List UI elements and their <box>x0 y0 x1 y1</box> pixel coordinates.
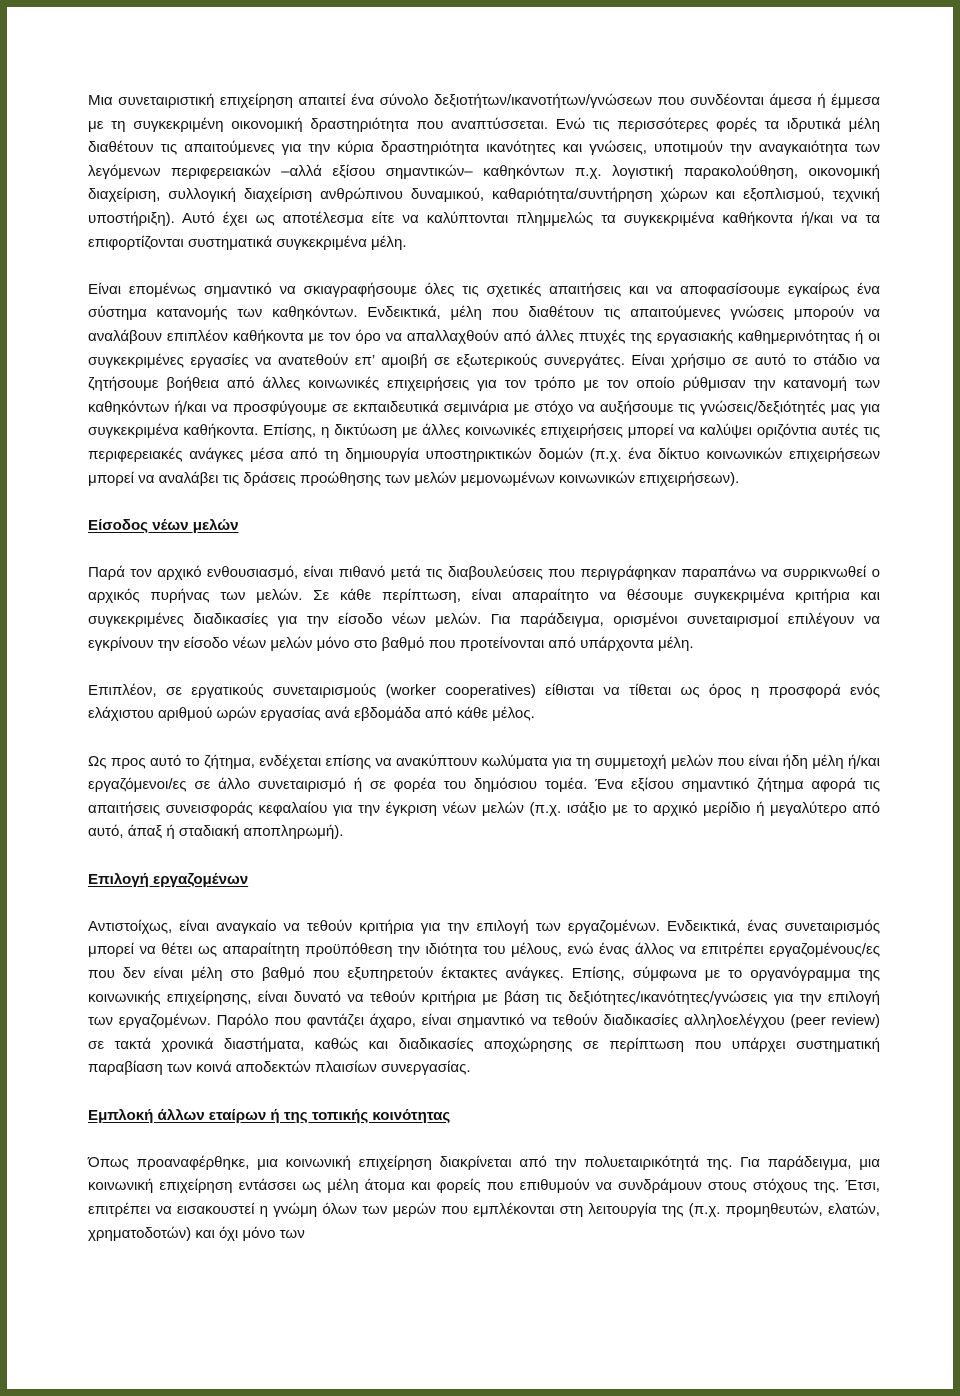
document-body <box>88 89 880 1269</box>
paragraph-employee-criteria: Αντιστοίχως, είναι αναγκαίο να τεθούν κριτήρια για την επιλογή των εργαζομένων. Ενδεικτικά, ένας συνεταιρισμός μπορεί να θέτει ως απαραίτητη προϋπόθεση την ιδιότητα του μέλους, ενώ ένας άλλος να επιτρέπει εργαζομένους/ες που δεν είναι μέλη στο βαθμό που εξυπηρετούν έκτακτες ανάγκες. Επίσης, σύμφωνα με το οργανόγραμμα της κοινωνικής επιχείρησης, είναι δυνατό να τεθούν κριτήρια με βάση τις δεξιότητες/ικανότητες/γνώσεις για την επιλογή των εργαζομένων. Παρόλο που φαντάζει άχαρο, είναι σημαντικό να τεθούν διαδικασίες αλληλοελέγχου (peer review) σε τακτά χρονικά διαστήματα, καθώς και διαδικασίες αποχώρησης σε περίπτωση που υπάρχει συστηματική παραβίαση των κοινά αποδεκτών πλαισίων συνεργασίας. <box>88 917 880 1077</box>
paragraph-membership-obstacles: Ως προς αυτό το ζήτημα, ενδέχεται επίσης να ανακύπτουν κωλύματα για τη συμμετοχή μελών που είναι ήδη μέλη ή/και εργαζόμενοι/ες σε άλλο συνεταιρισμό ή σε φορέα του δημόσιου τομέα. Ένα εξίσου σημαντικό ζήτημα αφορά τις απαιτήσεις συνεισφοράς κεφαλαίου για την έγκριση νέων μελών (π.χ. ισάξιο με το αρχικό μερίδιο ή μεγαλύτερο από αυτό, άπαξ ή σταδιακή αποπληρωμή). <box>88 752 880 841</box>
paragraph-skills: Μια συνεταιριστική επιχείρηση απαιτεί ένα σύνολο δεξιοτήτων/ικανοτήτων/γνώσεων που συνδέονται άμεσα ή έμμεσα με τη συγκεκριμένη οικονομική δραστηριότητα που αναπτύσσεται. Ενώ τις περισσότερες φορές τα ιδρυτικά μέλη διαθέτουν τις απαιτούμενες για την κύρια δραστηριότητα ικανότητες και γνώσεις, υποτιμούν την αναγκαιότητα των λεγόμενων περιφερειακών –αλλά εξίσου σημαντικών– καθηκόντων π.χ. λογιστική παρακολούθηση, οικονομική διαχείριση, συλλογική διαχείριση ανθρώπινου δυναμικού, καθαριότητα/συντήρηση χώρων και εξοπλισμού, τεχνική υποστήριξη). Αυτό έχει ως αποτέλεσμα είτε να καλύπτονται πλημμελώς τα συγκεκριμένα καθήκοντα ή/και να τα επιφορτίζονται συστηματικά συγκεκριμένα μέλη. <box>88 92 880 251</box>
paragraph-new-members-criteria: Παρά τον αρχικό ενθουσιασμό, είναι πιθανό μετά τις διαβουλεύσεις που περιγράφηκαν παραπάνω να συρρικνωθεί ο αρχικός πυρήνας των μελών. Σε κάθε περίπτωση, είναι απαραίτητο να θέσουμε συγκεκριμένα κριτήρια και συγκεκριμένες διαδικασίες για την είσοδο νέων μελών. Για παράδειγμα, ορισμένοι συνεταιρισμοί επιλέγουν να εγκρίνουν την είσοδο νέων μελών μόνο στο βαθμό που προτείνονται από υπάρχοντα μέλη. <box>88 563 880 652</box>
section-heading-employee-selection: Επιλογή εργαζομένων <box>88 870 249 888</box>
section-heading-new-members: Είσοδος νέων μελών <box>88 516 239 534</box>
paragraph-worker-cooperatives: Επιπλέον, σε εργατικούς συνεταιρισμούς (worker cooperatives) είθισται να τίθεται ως όρος η προσφορά ενός ελάχιστου αριθμού ωρών εργασίας ανά εβδομάδα από κάθε μέλος. <box>88 681 880 723</box>
section-heading-stakeholders: Εμπλοκή άλλων εταίρων ή της τοπικής κοινότητας <box>88 1106 451 1124</box>
paragraph-multistakeholder: Όπως προαναφέρθηκε, μια κοινωνική επιχείρηση διακρίνεται από την πολυεταιρικότητά της. Για παράδειγμα, μια κοινωνική επιχείρηση εντάσσει ως μέλη άτομα και φορείς που επιθυμούν να συνδράμουν στους στόχους της. Έτσι, επιτρέπει να εισακουστεί η γνώμη όλων των μερών που εμπλέκονται στη λειτουργία της (π.χ. προμηθευτών, ελατών, χρηματοδοτών) και όχι μόνο των <box>88 1153 880 1242</box>
paragraph-task-allocation: Είναι επομένως σημαντικό να σκιαγραφήσουμε όλες τις σχετικές απαιτήσεις και να αποφασίσουμε εγκαίρως ένα σύστημα κατανομής των καθηκόντων. Ενδεικτικά, μέλη που διαθέτουν τις απαιτούμενες γνώσεις μπορούν να αναλάβουν επιπλέον καθήκοντα με τον όρο να απαλλαχθούν από άλλες πτυχές της εργασιακής καθημερινότητας ή οι συγκεκριμένες εργασίες να ανατεθούν επ’ αμοιβή σε εξωτερικούς συνεργάτες. Είναι χρήσιμο σε αυτό το στάδιο να ζητήσουμε βοήθεια από άλλες κοινωνικές επιχειρήσεις για τον τρόπο με τον οποίο ρύθμισαν την κατανομή των καθηκόντων ή/και να προσφύγουμε σε εκπαιδευτικά σεμινάρια με στόχο να αυξήσουμε τις γνώσεις/δεξιότητές μας για συγκεκριμένα καθήκοντα. Επίσης, η δικτύωση με άλλες κοινωνικές επιχειρήσεις μπορεί να καλύψει οριζόντια αυτές τις περιφερειακές ανάγκες μέσα από τη δημιουργία υποστηρικτικών δομών (π.χ. ένα δίκτυο κοινωνικών επιχειρήσεων μπορεί να αναλάβει τις δράσεις προώθησης των μελών μεμονωμένων κοινωνικών επιχειρήσεων). <box>88 280 880 487</box>
